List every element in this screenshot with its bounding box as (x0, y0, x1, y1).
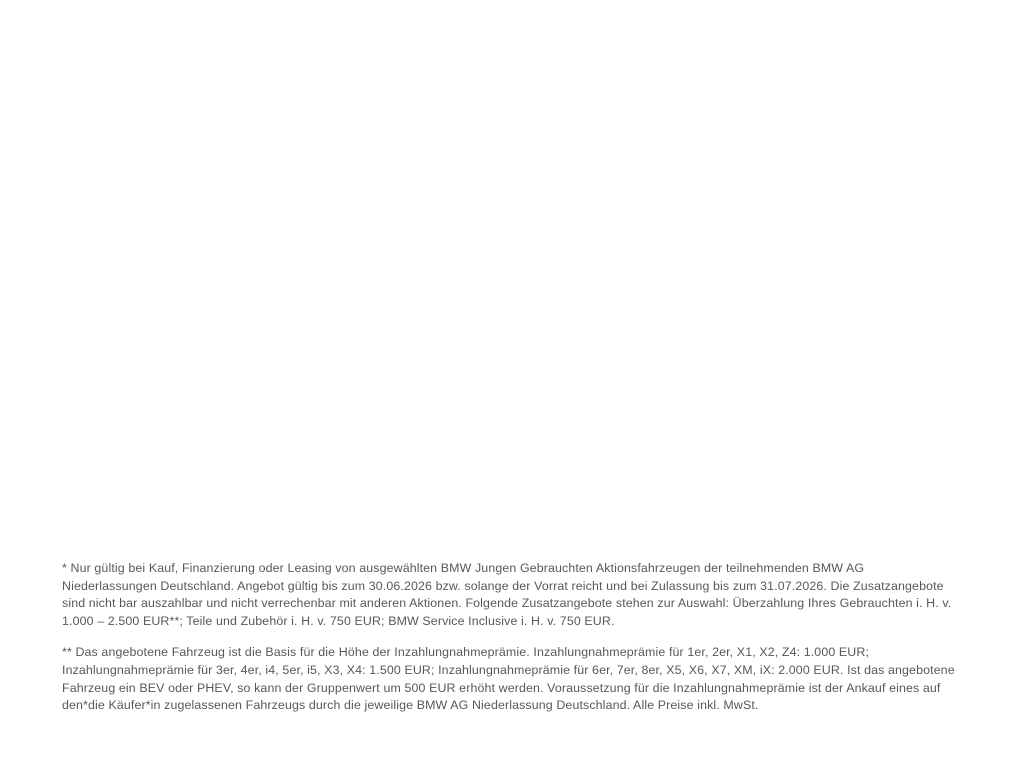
footnotes-block (62, 560, 962, 715)
footnote-single-asterisk: * Nur gültig bei Kauf, Finanzierung oder Leasing von ausgewählten BMW Jungen Gebrauchten Aktionsfahrzeugen der teilnehmenden BMW AG Niederlassungen Deutschland. Angebot gültig bis zum 30.06.2026 bzw. solange der Vorrat reicht und bei Zulassung bis zum 31.07.2026. Die Zusatzangebote sind nicht bar auszahlbar und nicht verrechenbar mit anderen Aktionen. Folgende Zusatzangebote stehen zur Auswahl: Überzahlung Ihres Gebrauchten i. H. v. 1.000 – 2.500 EUR**; Teile und Zubehör i. H. v. 750 EUR; BMW Service Inclusive i. H. v. 750 EUR. (62, 561, 952, 628)
footnote-double-asterisk: ** Das angebotene Fahrzeug ist die Basis für die Höhe der Inzahlungnahmeprämie. Inzahlungnahmeprämie für 1er, 2er, X1, X2, Z4: 1.000 EUR; Inzahlungnahmeprämie für 3er, 4er, i4, 5er, i5, X3, X4: 1.500 EUR; Inzahlungnahmeprämie für 6er, 7er, 8er, X5, X6, X7, XM, iX: 2.000 EUR. Ist das angebotene Fahrzeug ein BEV oder PHEV, so kann der Gruppenwert um 500 EUR erhöht werden. Voraussetzung für die Inzahlungnahmeprämie ist der Ankauf eines auf den*die Käufer*in zugelassenen Fahrzeugs durch die jeweilige BMW AG Niederlassung Deutschland. Alle Preise inkl. MwSt. (62, 645, 955, 713)
